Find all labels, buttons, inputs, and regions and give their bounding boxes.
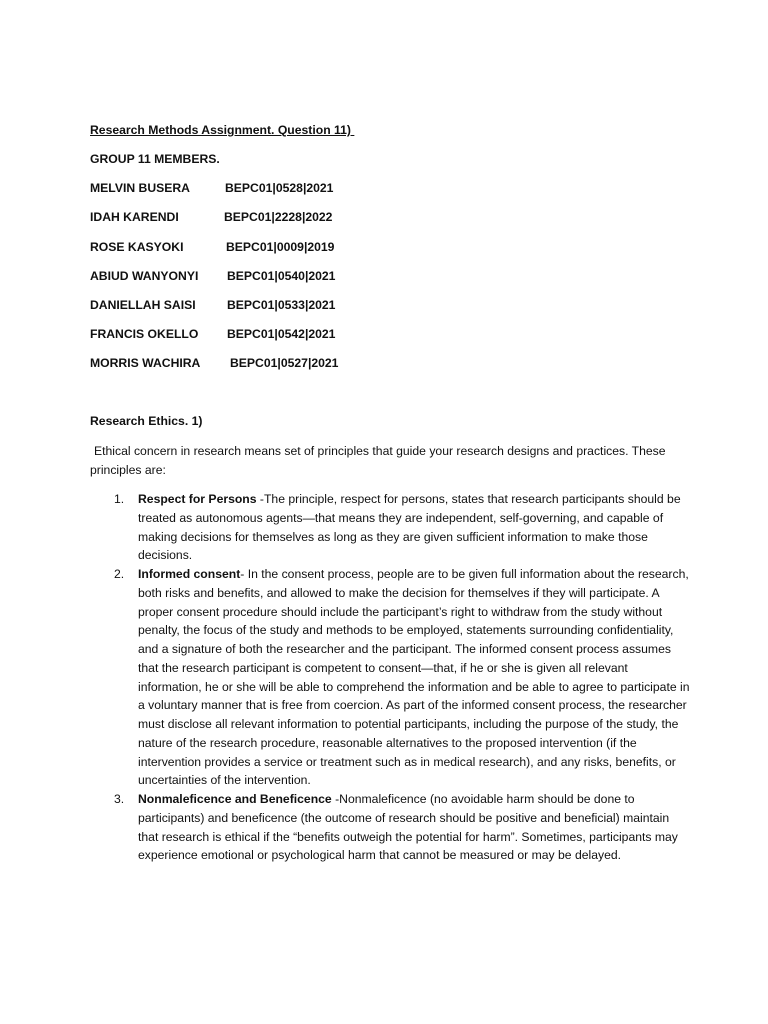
member-name: MELVIN BUSERA <box>90 181 190 195</box>
member-name: ABIUD WANYONYI <box>90 269 199 283</box>
list-number: 2. <box>114 567 125 581</box>
member-name: FRANCIS OKELLO <box>90 327 199 341</box>
principle-title: Informed consent <box>138 567 241 581</box>
principle-item <box>90 490 690 565</box>
principle-text: - In the consent process, people are to be given full information about the research, both risks and benefits, and allowed to make the decision for themselves if they will participate. A proper consent procedure should include the participant’s right to withdraw from the study without penalty, the focus of the study and methods to be employed, statements surrounding confidentiality, and a signature of both the researcher and the participant. The informed consent process assumes that the research participant is competent to consent—that, if he or she is given all relevant information, he or she will be able to comprehend the information and be able to agree to participate in a voluntary manner that is free from coercion. As part of the informed consent process, the researcher must disclose all relevant information to potential participants, including the purpose of the study, the nature of the research procedure, reasonable alternatives to the proposed intervention (if the intervention provides a service or treatment such as in medical research), and any risks, benefits, or uncertainties of the intervention. <box>138 567 690 788</box>
principle-text: -Nonmaleficence (no avoidable harm should be done to participants) and beneficence (the outcome of research should be positive and beneficial) maintain that research is ethical if the “benefits outweigh the potential for harm”. Sometimes, participants may experience emotional or psychological harm that cannot be measured or may be delayed. <box>138 792 678 863</box>
member-name: MORRIS WACHIRA <box>90 356 201 370</box>
document-title: Research Methods Assignment. Question 11) <box>90 123 355 137</box>
member-name: ROSE KASYOKI <box>90 240 184 254</box>
member-reg-number: BEPC01|0540|2021 <box>227 269 336 283</box>
intro-text: Ethical concern in research means set of principles that guide your research designs and practices. These principles are: <box>90 444 666 477</box>
principles-list <box>90 490 690 865</box>
member-row <box>90 327 336 341</box>
member-reg-number: BEPC01|0527|2021 <box>230 356 339 370</box>
member-row <box>90 356 339 370</box>
intro-paragraph <box>90 442 670 480</box>
member-reg-number: BEPC01|0542|2021 <box>227 327 336 341</box>
member-reg-number: BEPC01|2228|2022 <box>224 210 333 224</box>
member-name: DANIELLAH SAISI <box>90 298 196 312</box>
member-reg-number: BEPC01|0009|2019 <box>226 240 335 254</box>
principle-item <box>90 790 690 865</box>
member-row <box>90 269 336 283</box>
member-row <box>90 298 336 312</box>
group-heading: GROUP 11 MEMBERS. <box>90 152 220 166</box>
member-name: IDAH KARENDI <box>90 210 179 224</box>
member-row <box>90 240 335 254</box>
list-number: 1. <box>114 492 125 506</box>
principle-title: Respect for Persons <box>138 492 257 506</box>
principle-title: Nonmaleficence and Beneficence <box>138 792 332 806</box>
principle-text: -The principle, respect for persons, states that research participants should be treated as autonomous agents—that means they are independent, self-governing, and capable of making decisions for themselves as long as they are given sufficient information to make those decisions. <box>138 492 681 563</box>
section-heading: Research Ethics. 1) <box>90 414 203 428</box>
member-row <box>90 210 333 224</box>
list-number: 3. <box>114 792 125 806</box>
member-reg-number: BEPC01|0528|2021 <box>225 181 334 195</box>
principle-item <box>90 565 690 790</box>
member-row <box>90 181 334 195</box>
member-reg-number: BEPC01|0533|2021 <box>227 298 336 312</box>
